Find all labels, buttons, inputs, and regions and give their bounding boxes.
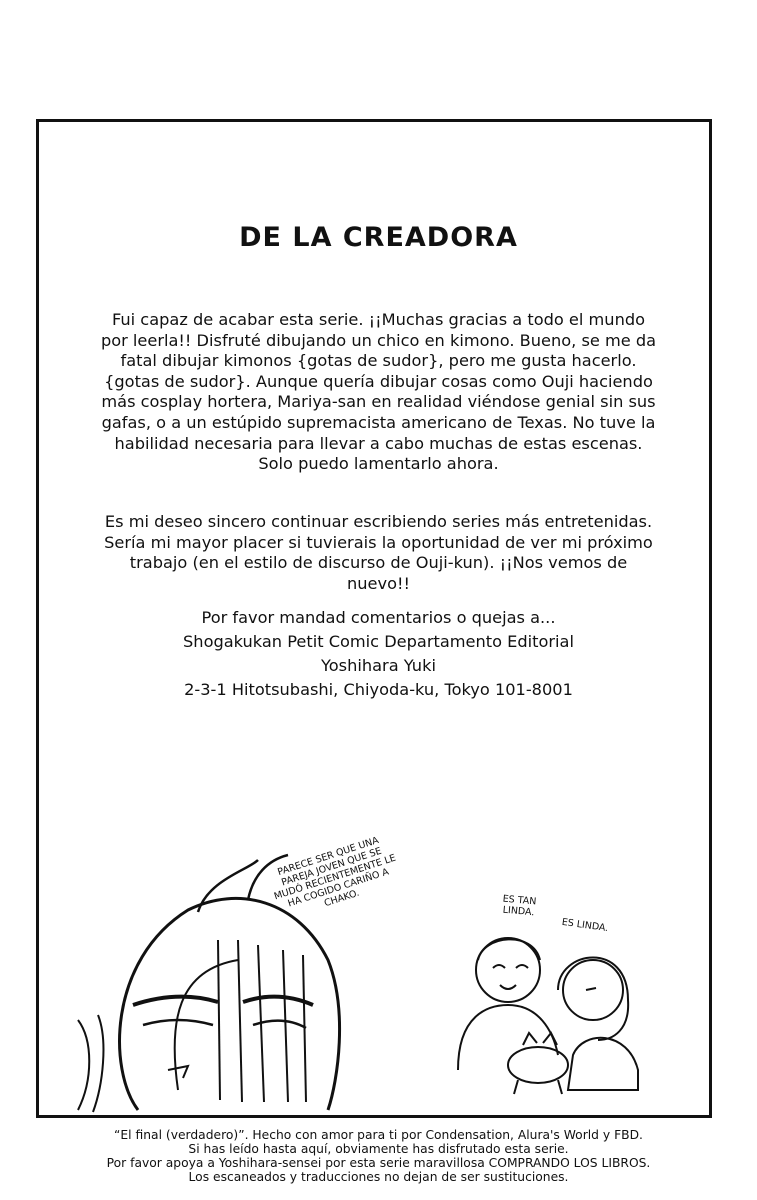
contact-department: Shogakukan Petit Comic Departamento Editorial <box>183 632 574 651</box>
contact-name: Yoshihara Yuki <box>321 656 436 675</box>
speech-bubble-man: ES TAN LINDA. <box>502 893 537 919</box>
couple-with-dog-drawing <box>458 938 638 1094</box>
contact-block <box>100 606 657 702</box>
speech-bubble-boy: PARECE SER QUE UNA PAREJA JOVEN QUE SE MUDÓ RECIENTEMENTE LE HA COGIDO CARIÑO A CHAKO. <box>272 835 398 910</box>
page-title: DE LA CREADORA <box>239 222 518 253</box>
creator-note-paragraph-1: Fui capaz de acabar esta serie. ¡¡Muchas gracias a todo el mundo por leerla!! Disfruté dibujando un chico en kimono. Bueno, se me da fatal dibujar kimonos {gotas de sudor}, pero me gusta hacerlo. {gotas de sudor}. Aunque quería dibujar cosas como Ouji haciendo más cosplay hortera, Mariya-san en realidad viéndose genial sin sus gafas, o a un estúpido supremacista americano de Texas. No tuve la habilidad necesaria para llevar a cabo muchas de estas escenas. Solo puedo lamentarlo ahora. <box>100 310 657 474</box>
credits-line-3: Por favor apoya a Yoshihara-sensei por esta serie maravillosa COMPRANDO LOS LIBROS. <box>106 1156 651 1170</box>
credits-line-1: “El final (verdadero)”. Hecho con amor para ti por Condensation, Alura's World y FBD. <box>114 1128 643 1142</box>
contact-intro: Por favor mandad comentarios o quejas a... <box>201 608 556 627</box>
creator-note-paragraph-2: Es mi deseo sincero continuar escribiendo series más entretenidas. Sería mi mayor placer si tuvierais la oportunidad de ver mi próximo trabajo (en el estilo de discurso de Ouji-kun). ¡¡Nos vemos de nuevo!! <box>104 512 653 593</box>
credits-line-2: Si has leído hasta aquí, obviamente has disfrutado esta serie. <box>188 1142 569 1156</box>
credits-line-4: Los escaneados y traducciones no dejan de ser sustituciones. <box>188 1170 569 1184</box>
scanlation-credits <box>0 1128 757 1184</box>
contact-address: 2-3-1 Hitotsubashi, Chiyoda-ku, Tokyo 101-8001 <box>184 680 573 699</box>
speech-bubble-woman: ES LINDA. <box>561 916 609 935</box>
